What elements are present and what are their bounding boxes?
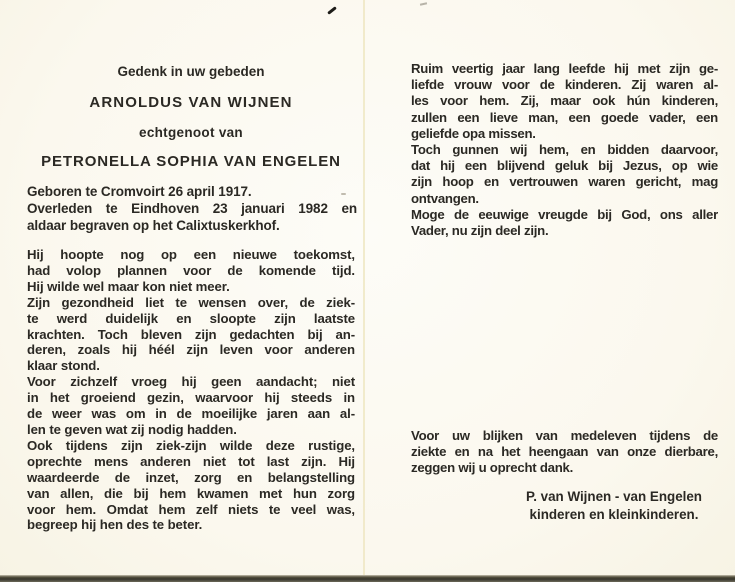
deceased-name: ARNOLDUS VAN WIJNEN bbox=[89, 94, 293, 111]
body-line: oprechte mens anderen niet tot last zijn. Hij bbox=[27, 453, 355, 469]
ink-speck bbox=[327, 6, 337, 15]
body-line: Zijn gezondheid liet te wensen over, de ziek- bbox=[27, 294, 355, 310]
body-line: begreep hij hen des te beter. bbox=[27, 517, 203, 533]
body-line: klaar stond. bbox=[27, 358, 100, 374]
signature-line: kinderen en kleinkinderen. bbox=[529, 506, 699, 522]
body-line: Hij wilde wel maar kon niet meer. bbox=[27, 278, 230, 294]
left-body-text bbox=[27, 247, 355, 533]
body-line: les voor hem. Zij, maar ook hún kinderen, bbox=[411, 93, 718, 109]
signature-block bbox=[508, 488, 720, 523]
body-line: liefde vrouw voor de kinderen. Zij waren al- bbox=[411, 77, 718, 93]
body-line: in het groeiend gezin, waarvoor hij steeds in bbox=[27, 390, 355, 406]
body-line: Toch gunnen wij hem, en bidden daarvoor, bbox=[411, 142, 718, 158]
body-line: zullen een lieve man, een goede vader, een bbox=[411, 109, 718, 125]
signature-line: P. van Wijnen - van Engelen bbox=[526, 489, 702, 504]
body-line: had volop plannen voor de komende tijd. bbox=[27, 262, 355, 278]
body-line: ontvangen. bbox=[411, 190, 479, 206]
body-line: Ook tijdens zijn ziek-zijn wilde deze rustige, bbox=[27, 437, 355, 453]
body-line: zijn hoop en vertrouwen waren gericht, mag bbox=[411, 174, 718, 190]
body-line: Hij hoopte nog op een nieuwe toekomst, bbox=[27, 247, 355, 262]
card-fold-line bbox=[363, 0, 365, 582]
vitals-line: Geboren te Cromvoirt 26 april 1917. bbox=[27, 184, 252, 199]
thanks-line: ziekte en na het heengaan van onze dierbare, bbox=[411, 444, 718, 460]
vitals-line: Overleden te Eindhoven 23 januari 1982 en bbox=[27, 201, 357, 217]
thanks-line: Voor uw blijken van medeleven tijdens de bbox=[411, 428, 718, 443]
thanks-line: zeggen wij u oprecht dank. bbox=[411, 460, 574, 476]
body-line: waardeerde de inzet, zorg en belangstelling bbox=[27, 469, 355, 485]
spouse-name: PETRONELLA SOPHIA VAN ENGELEN bbox=[41, 153, 341, 170]
vitals-line: aldaar begraven op het Calixtuskerkhof. bbox=[27, 218, 280, 234]
body-line: len te geven wat zij nodig hadden. bbox=[27, 421, 237, 437]
ink-speck bbox=[420, 2, 427, 5]
body-line: Moge de eeuwige vreugde bij God, ons aller bbox=[411, 206, 718, 222]
memorial-intro: Gedenk in uw gebeden bbox=[117, 64, 265, 79]
body-line: van allen, die bij hem kwamen met hun zorg bbox=[27, 485, 355, 501]
body-line: Vader, nu zijn deel zijn. bbox=[411, 223, 549, 239]
relation-label: echtgenoot van bbox=[139, 125, 243, 140]
scanner-edge bbox=[0, 575, 735, 582]
body-line: Voor zichzelf vroeg hij geen aandacht; niet bbox=[27, 374, 355, 390]
vitals-block bbox=[27, 183, 357, 235]
right-body-text bbox=[411, 61, 718, 239]
thanks-text bbox=[411, 428, 718, 477]
body-line: de weer was om in de moeilijke jaren aan al- bbox=[27, 406, 355, 422]
body-line: geliefde opa missen. bbox=[411, 125, 536, 141]
body-line: dat hij een blijvend geluk bij Jezus, op wie bbox=[411, 158, 718, 174]
body-line: Ruim veertig jaar lang leefde hij met zijn ge- bbox=[411, 61, 718, 76]
body-line: te werd duidelijk en sloopte zijn laatste bbox=[27, 310, 355, 326]
body-line: voor hem. Omdat hem zelf niets te veel was, bbox=[27, 501, 355, 517]
body-line: deren, zoals hij héél zijn leven voor anderen bbox=[27, 342, 355, 358]
body-line: krachten. Toch bleven zijn gedachten bij an- bbox=[27, 326, 355, 342]
